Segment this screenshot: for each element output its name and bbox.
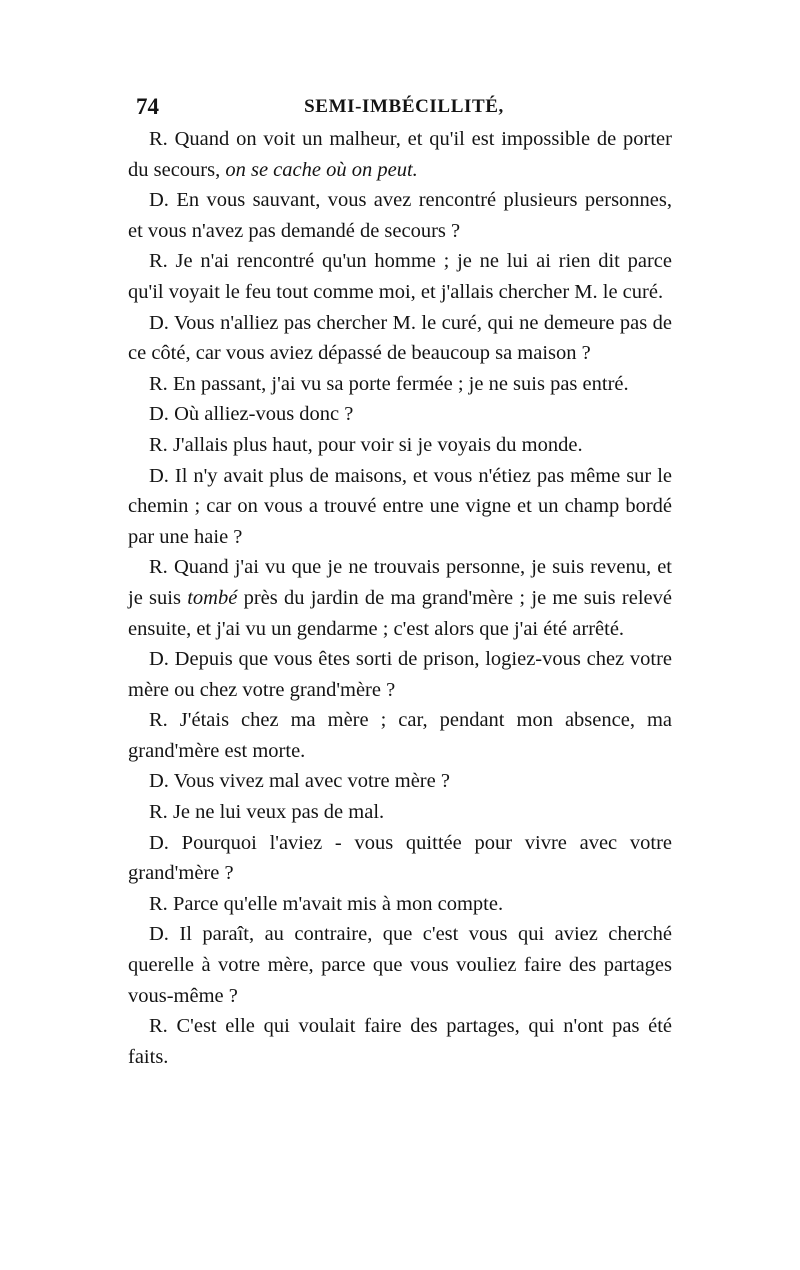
speaker-label: R. (149, 556, 168, 579)
dialogue-text-run: Je n'ai rencontré qu'un homme ; je ne lui ai rien dit parce qu'il voyait le feu tout comme moi, et j'allais chercher M. le curé. (128, 250, 672, 303)
speaker-label: D. (149, 464, 169, 487)
dialogue-paragraph (128, 828, 672, 889)
dialogue-paragraph (128, 308, 672, 369)
speaker-label: D. (149, 189, 169, 212)
speaker-label: R. (149, 128, 168, 150)
speaker-label: D. (149, 770, 169, 793)
speaker-label: D. (149, 923, 169, 946)
dialogue-text-run: Vous n'alliez pas chercher M. le curé, qui ne demeure pas de ce côté, car vous aviez dépassé de beaucoup sa maison ? (128, 311, 672, 365)
speaker-label: D. (149, 831, 169, 854)
dialogue-text-run: Où alliez-vous donc ? (168, 403, 354, 426)
dialogue-text-run: Pourquoi l'aviez - vous quittée pour vivre avec votre grand'mère ? (128, 831, 672, 885)
dialogue-text-run: Il paraît, au contraire, que c'est vous qui aviez cherché querelle à votre mère, parce que vous vouliez faire des partages vous-même ? (128, 923, 672, 1007)
dialogue-paragraph (128, 430, 672, 461)
speaker-label: D. (149, 648, 169, 671)
dialogue-paragraph (128, 185, 672, 246)
speaker-label: R. (149, 892, 168, 915)
dialogue-text-run: En vous sauvant, vous avez rencontré plusieurs personnes, et vous n'avez pas demandé de secours ? (128, 189, 672, 242)
speaker-label: D. (149, 403, 169, 426)
speaker-label: R. (149, 1015, 168, 1038)
dialogue-paragraph (128, 246, 672, 307)
dialogue-paragraph (128, 644, 672, 705)
dialogue-text-run: C'est elle qui voulait faire des partages, qui n'ont pas été faits. (128, 1015, 672, 1068)
dialogue-text (128, 124, 672, 1072)
running-title: SEMI-IMBÉCILLITÉ, (304, 96, 504, 117)
page-header (136, 92, 672, 122)
dialogue-text-run: Depuis que vous êtes sorti de prison, logiez-vous chez votre mère ou chez votre grand'mère ? (128, 648, 672, 701)
dialogue-text-run: J'étais chez ma mère ; car, pendant mon absence, ma grand'mère est morte. (128, 709, 672, 762)
dialogue-text-run: Quand j'ai vu que je ne trouvais personne, je suis revenu, et je suis (128, 556, 672, 609)
dialogue-paragraph (128, 919, 672, 1011)
dialogue-text-run: près du jardin de ma grand'mère ; je me suis relevé ensuite, et j'ai vu un gendarme ; c'est alors que j'ai été arrêté. (128, 586, 672, 640)
dialogue-paragraph (128, 552, 672, 644)
dialogue-paragraph (128, 124, 672, 185)
dialogue-paragraph (128, 797, 672, 828)
italic-text: on se cache où on peut. (225, 158, 418, 181)
dialogue-paragraph (128, 399, 672, 430)
italic-text: tombé (187, 586, 238, 609)
dialogue-paragraph (128, 766, 672, 797)
dialogue-text-run: Il n'y avait plus de maisons, et vous n'étiez pas même sur le chemin ; car on vous a trouvé entre une vigne et un champ bordé par une haie ? (128, 464, 672, 548)
dialogue-paragraph (128, 461, 672, 553)
dialogue-paragraph (128, 369, 672, 400)
dialogue-paragraph (128, 705, 672, 766)
speaker-label: D. (149, 311, 169, 334)
dialogue-text-run: Quand on voit un malheur, et qu'il est impossible de porter du secours, (128, 128, 672, 181)
dialogue-text-run: Vous vivez mal avec votre mère ? (168, 770, 450, 793)
dialogue-text-run: Parce qu'elle m'avait mis à mon compte. (167, 892, 504, 915)
dialogue-paragraph (128, 889, 672, 920)
speaker-label: R. (149, 372, 168, 395)
speaker-label: R. (149, 801, 168, 824)
dialogue-text-run: En passant, j'ai vu sa porte fermée ; je ne suis pas entré. (167, 372, 629, 395)
dialogue-paragraph (128, 1011, 672, 1072)
page-number: 74 (136, 94, 159, 119)
speaker-label: R. (149, 433, 168, 456)
speaker-label: R. (149, 709, 168, 732)
dialogue-text-run: Je ne lui veux pas de mal. (167, 801, 385, 824)
speaker-label: R. (149, 250, 168, 273)
dialogue-text-run: J'allais plus haut, pour voir si je voyais du monde. (167, 433, 583, 456)
